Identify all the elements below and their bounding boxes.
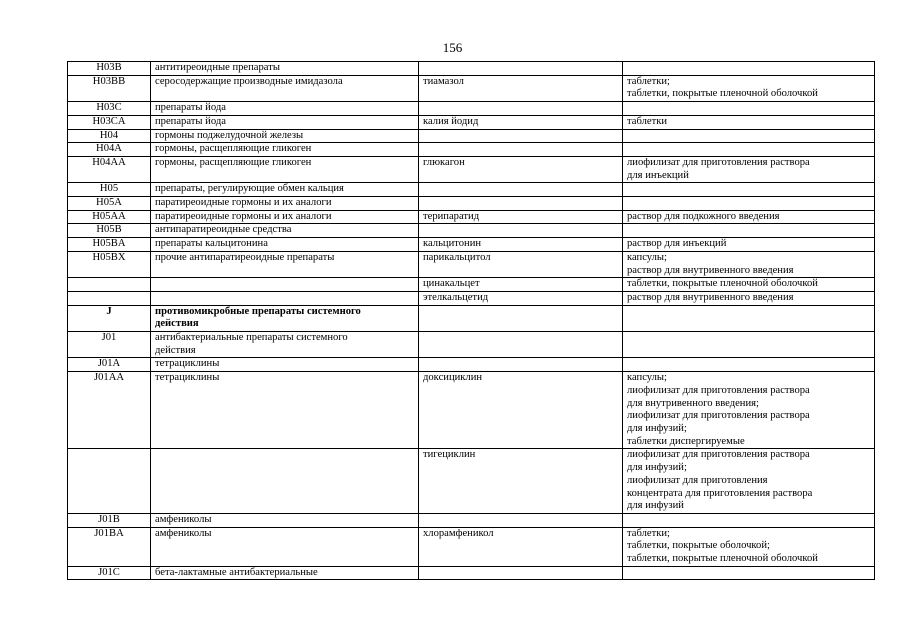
atc-code: H05BX [92, 251, 126, 263]
atc-code-cell [68, 115, 151, 129]
atc-code-cell [68, 449, 151, 514]
drug-name-cell [419, 183, 623, 197]
atc-code-cell [68, 183, 151, 197]
table-row [68, 210, 875, 224]
group-name-line: препараты йода [155, 115, 226, 127]
group-name-line: серосодержащие производные имидазола [155, 75, 343, 87]
atc-code-cell [68, 156, 151, 182]
group-name-line: бета-лактамные антибактериальные [155, 566, 318, 578]
group-name-line: антибактериальные препараты системного [155, 332, 348, 344]
dosage-form-line: для инъекций [627, 169, 689, 181]
drug-name-cell [419, 224, 623, 238]
dosage-form-line: для внутривенного введения; [627, 397, 759, 409]
drug-name-line: терипаратид [423, 210, 480, 222]
atc-code: H04 [99, 129, 119, 141]
table-row [68, 278, 875, 292]
atc-code-cell [68, 358, 151, 372]
table-row [68, 527, 875, 566]
dosage-form-cell [623, 143, 875, 157]
dosage-form-cell [623, 278, 875, 292]
atc-code: H03CA [92, 115, 126, 127]
atc-code: H05A [96, 197, 122, 209]
atc-code-cell [68, 251, 151, 277]
group-name-line: амфениколы [155, 527, 212, 539]
drug-name-line: доксициклин [423, 372, 483, 384]
group-name-line: прочие антипаратиреоидные препараты [155, 251, 335, 263]
table-row [68, 372, 875, 449]
group-name-cell [151, 143, 419, 157]
dosage-form-cell [623, 129, 875, 143]
dosage-form-line: таблетки [627, 115, 668, 127]
dosage-form-line: таблетки; [627, 527, 670, 539]
table-row [68, 143, 875, 157]
dosage-form-line: таблетки, покрытые пленочной оболочкой [627, 88, 818, 100]
table-row [68, 251, 875, 277]
atc-code: H04A [96, 143, 122, 155]
dosage-form-cell [623, 332, 875, 358]
drug-name-line: цинакальцет [423, 278, 480, 290]
atc-code: H04AA [92, 156, 126, 168]
dosage-form-line: капсулы; [627, 372, 667, 384]
group-name-line: действия [155, 344, 196, 356]
group-name-line: антипаратиреоидные средства [155, 224, 292, 236]
table-row [68, 305, 875, 331]
atc-code-cell [68, 305, 151, 331]
atc-code-cell [68, 566, 151, 580]
drug-name-cell [419, 449, 623, 514]
group-name-cell [151, 62, 419, 76]
group-name-cell [151, 224, 419, 238]
drug-name-cell [419, 75, 623, 101]
table-row [68, 115, 875, 129]
group-name-line: амфениколы [155, 513, 212, 525]
dosage-form-cell [623, 372, 875, 449]
atc-code-cell [68, 291, 151, 305]
atc-code-cell [68, 62, 151, 76]
drug-name-line: хлорамфеникол [423, 527, 494, 539]
drug-table [67, 61, 875, 580]
dosage-form-line: таблетки, покрытые пленочной оболочкой [627, 553, 818, 565]
dosage-form-line: лиофилизат для приготовления раствора [627, 156, 810, 168]
group-name-cell [151, 513, 419, 527]
dosage-form-line: раствор для внутривенного введения [627, 291, 794, 303]
atc-code: J01 [101, 332, 117, 344]
group-name-cell [151, 129, 419, 143]
table-row [68, 224, 875, 238]
atc-code-cell [68, 238, 151, 252]
dosage-form-line: лиофилизат для приготовления [627, 474, 768, 486]
table-row [68, 102, 875, 116]
page-number: 156 [442, 40, 463, 55]
drug-name-cell [419, 372, 623, 449]
atc-code: J01AA [93, 372, 125, 384]
drug-name-cell [419, 129, 623, 143]
atc-code-cell [68, 102, 151, 116]
dosage-form-line: для инфузий [627, 500, 684, 512]
group-name-cell [151, 566, 419, 580]
dosage-form-line: раствор для подкожного введения [627, 210, 780, 222]
atc-code-cell [68, 197, 151, 211]
drug-name-line: тигециклин [423, 449, 476, 461]
table-row [68, 238, 875, 252]
dosage-form-cell [623, 197, 875, 211]
drug-name-line: калия йодид [423, 115, 479, 127]
dosage-form-line: концентрата для приготовления раствора [627, 487, 813, 499]
drug-name-line: тиамазол [423, 75, 464, 87]
atc-code: H05AA [92, 210, 126, 222]
atc-code: J01A [97, 358, 121, 370]
dosage-form-line: лиофилизат для приготовления раствора [627, 449, 810, 461]
drug-name-cell [419, 143, 623, 157]
group-name-cell [151, 197, 419, 211]
table-row [68, 358, 875, 372]
dosage-form-cell [623, 527, 875, 566]
atc-code: H05BA [92, 238, 126, 250]
dosage-form-cell [623, 102, 875, 116]
drug-name-cell [419, 291, 623, 305]
atc-code: J01C [98, 566, 120, 578]
table-row [68, 449, 875, 514]
dosage-form-line: раствор для внутривенного введения [627, 264, 794, 276]
drug-name-cell [419, 238, 623, 252]
atc-code: J01BA [94, 527, 124, 539]
group-name-cell [151, 238, 419, 252]
drug-name-cell [419, 332, 623, 358]
dosage-form-cell [623, 449, 875, 514]
dosage-form-line: капсулы; [627, 251, 667, 263]
atc-code-cell [68, 129, 151, 143]
atc-code-cell [68, 224, 151, 238]
drug-name-cell [419, 251, 623, 277]
group-name-line: препараты, регулирующие обмен кальция [155, 183, 344, 195]
group-name-cell [151, 358, 419, 372]
drug-name-cell [419, 527, 623, 566]
drug-name-cell [419, 210, 623, 224]
dosage-form-cell [623, 210, 875, 224]
atc-code-cell [68, 278, 151, 292]
group-name-line: препараты кальцитонина [155, 238, 268, 250]
dosage-form-line: таблетки, покрытые оболочкой; [627, 540, 770, 552]
group-name-cell [151, 332, 419, 358]
group-name-cell [151, 449, 419, 514]
group-name-line: паратиреоидные гормоны и их аналоги [155, 197, 332, 209]
dosage-form-cell [623, 291, 875, 305]
group-name-cell [151, 183, 419, 197]
dosage-form-cell [623, 156, 875, 182]
table-row [68, 291, 875, 305]
drug-name-line: глюкагон [423, 156, 465, 168]
drug-name-cell [419, 102, 623, 116]
dosage-form-cell [623, 358, 875, 372]
dosage-form-cell [623, 224, 875, 238]
drug-name-cell [419, 566, 623, 580]
atc-code: H03B [96, 62, 122, 73]
dosage-form-line: таблетки диспергируемые [627, 435, 745, 447]
drug-name-line: кальцитонин [423, 238, 482, 250]
group-name-cell [151, 278, 419, 292]
table-row [68, 197, 875, 211]
dosage-form-cell [623, 305, 875, 331]
group-name-cell [151, 305, 419, 331]
atc-code-cell [68, 372, 151, 449]
atc-code-cell [68, 75, 151, 101]
dosage-form-cell [623, 251, 875, 277]
table-row [68, 75, 875, 101]
dosage-form-line: лиофилизат для приготовления раствора [627, 384, 810, 396]
drug-name-line: парикальцитол [423, 251, 491, 263]
table-row [68, 156, 875, 182]
table-row [68, 129, 875, 143]
dosage-form-line: раствор для инъекций [627, 238, 727, 250]
group-name-line: противомикробные препараты системного [155, 305, 361, 317]
group-name-line: препараты йода [155, 102, 226, 114]
drug-name-cell [419, 358, 623, 372]
dosage-form-line: для инфузий; [627, 422, 687, 434]
atc-code: H03C [96, 102, 122, 114]
group-name-line: гормоны поджелудочной железы [155, 129, 304, 141]
atc-code: J01B [98, 513, 120, 525]
drug-name-cell [419, 156, 623, 182]
dosage-form-cell [623, 566, 875, 580]
atc-code-cell [68, 332, 151, 358]
dosage-form-line: для инфузий; [627, 462, 687, 474]
atc-code-cell [68, 143, 151, 157]
dosage-form-cell [623, 75, 875, 101]
group-name-cell [151, 291, 419, 305]
table-row [68, 566, 875, 580]
drug-name-cell [419, 305, 623, 331]
atc-code: H05B [96, 224, 122, 236]
group-name-cell [151, 156, 419, 182]
group-name-line: антитиреоидные препараты [155, 62, 280, 73]
group-name-line: гормоны, расщепляющие гликоген [155, 143, 312, 155]
group-name-cell [151, 251, 419, 277]
table-row [68, 332, 875, 358]
table-row [68, 513, 875, 527]
group-name-cell [151, 102, 419, 116]
group-name-line: паратиреоидные гормоны и их аналоги [155, 210, 332, 222]
drug-name-line: этелкальцетид [423, 291, 489, 303]
dosage-form-cell [623, 513, 875, 527]
dosage-form-cell [623, 62, 875, 76]
drug-name-cell [419, 197, 623, 211]
group-name-cell [151, 75, 419, 101]
atc-code: H05 [99, 183, 119, 195]
group-name-cell [151, 527, 419, 566]
table-row [68, 62, 875, 76]
dosage-form-line: лиофилизат для приготовления раствора [627, 410, 810, 422]
group-name-line: гормоны, расщепляющие гликоген [155, 156, 312, 168]
atc-code-cell [68, 527, 151, 566]
dosage-form-line: таблетки; [627, 75, 670, 87]
group-name-cell [151, 115, 419, 129]
dosage-form-cell [623, 183, 875, 197]
atc-code: J [106, 305, 112, 317]
group-name-line: действия [155, 318, 199, 330]
drug-name-cell [419, 278, 623, 292]
dosage-form-cell [623, 115, 875, 129]
table-body [68, 62, 875, 580]
drug-name-cell [419, 62, 623, 76]
dosage-form-line: таблетки, покрытые пленочной оболочкой [627, 278, 818, 290]
atc-code-cell [68, 210, 151, 224]
group-name-line: тетрациклины [155, 358, 220, 370]
atc-code: H03BB [92, 75, 126, 87]
drug-name-cell [419, 115, 623, 129]
group-name-cell [151, 210, 419, 224]
group-name-cell [151, 372, 419, 449]
table-row [68, 183, 875, 197]
drug-name-cell [419, 513, 623, 527]
group-name-line: тетрациклины [155, 372, 220, 384]
dosage-form-cell [623, 238, 875, 252]
atc-code-cell [68, 513, 151, 527]
